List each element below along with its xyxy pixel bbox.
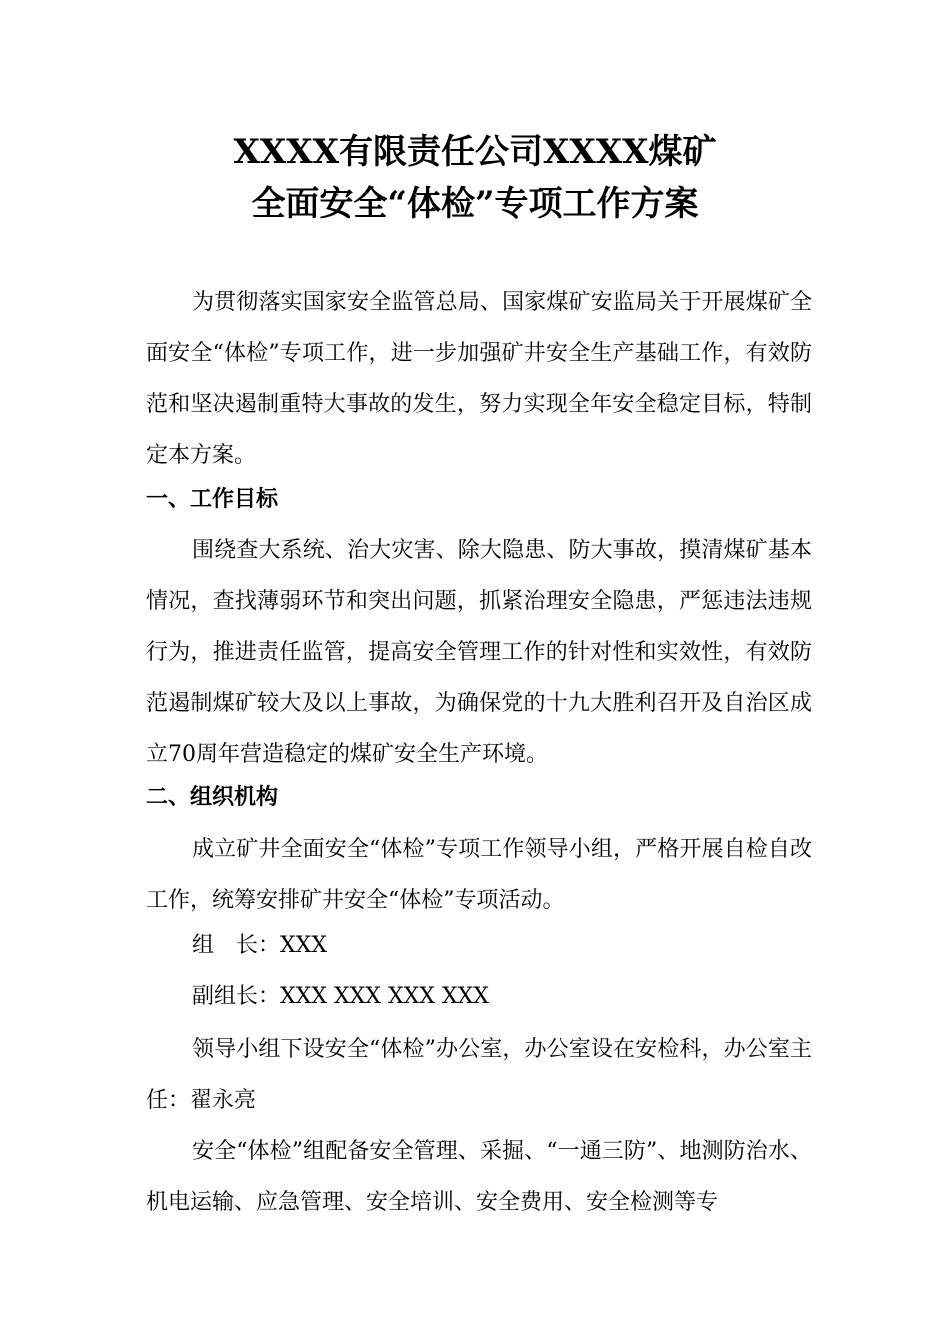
team-paragraph: 安全“体检”组配备安全管理、采掘、“一通三防”、地测防治水、机电运输、应急管理、安全培训、安全费用、安全检测等专: [146, 1139, 812, 1215]
section-heading-goals: 一、工作目标: [146, 487, 279, 512]
section-heading-organization: 二、组织机构: [146, 785, 279, 810]
organization-paragraph: 成立矿井全面安全“体检”专项工作领导小组，严格开展自检自改工作，统筹安排矿井安全“体检”专项活动。: [146, 837, 812, 913]
deputy-leader-line: 副组长：XXX XXX XXX XXX: [192, 984, 489, 1009]
intro-paragraph: 为贯彻落实国家安全监管总局、国家煤矿安监局关于开展煤矿全面安全“体检”专项工作，进一步加强矿井安全生产基础工作，有效防范和坚决遏制重特大事故的发生，努力实现全年安全稳定目标，特制定本方案。: [146, 290, 812, 468]
document-title-line-1: XXXX有限责任公司XXXX煤矿: [233, 132, 717, 172]
document-title-line-2: 全面安全“体检”专项工作方案: [251, 184, 699, 224]
leader-line: 组 长：XXX: [192, 933, 327, 958]
office-paragraph: 领导小组下设安全“体检”办公室，办公室设在安检科，办公室主任：翟永亮: [146, 1037, 812, 1113]
goals-paragraph: 围绕查大系统、治大灾害、除大隐患、防大事故，摸清煤矿基本情况，查找薄弱环节和突出问题，抓紧治理安全隐患，严惩违法违规行为，推进责任监管，提高安全管理工作的针对性和实效性，有效防范遏制煤矿较大及以上事故，为确保党的十九大胜利召开及自治区成立70周年营造稳定的煤矿安全生产环境。: [146, 538, 812, 767]
